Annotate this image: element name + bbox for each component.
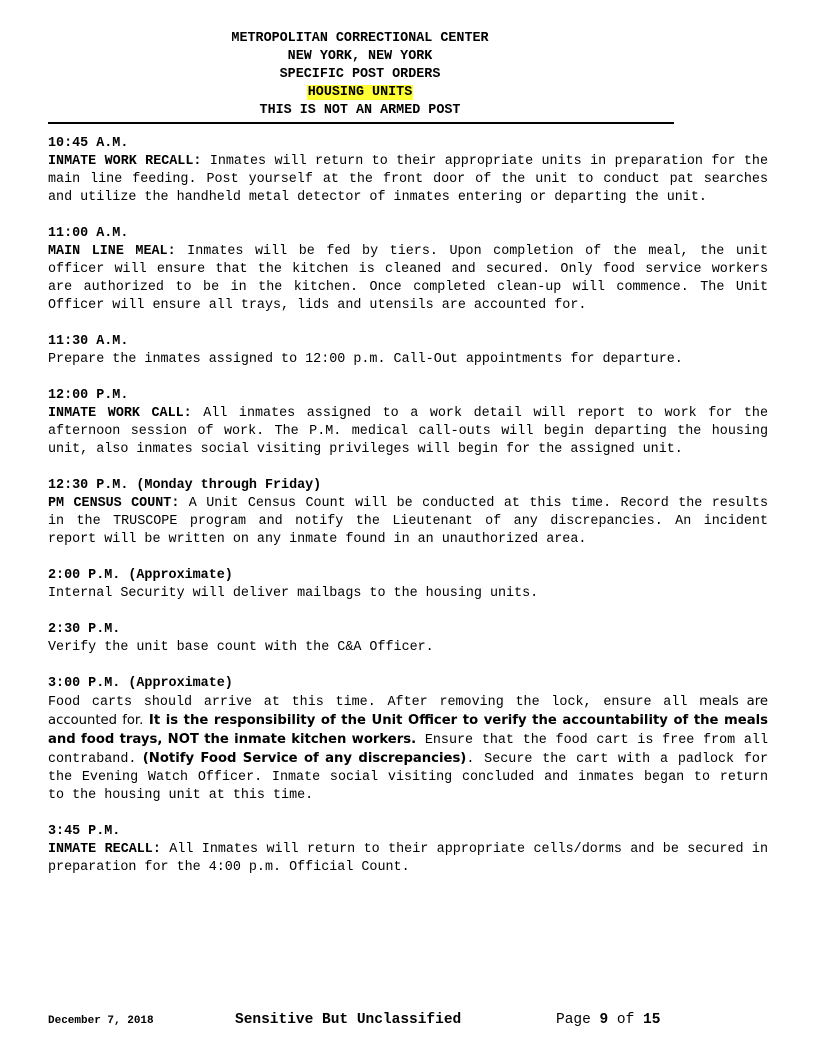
header-post-highlight: HOUSING UNITS — [307, 85, 413, 100]
entry-body: Verify the unit base count with the C&A Officer. — [48, 640, 434, 655]
schedule-entry-1230pm — [48, 477, 768, 549]
page-footer — [48, 1012, 688, 1032]
schedule-entry-1100am — [48, 225, 768, 315]
entry-body: All inmates assigned to a work detail will report to work for the afternoon session of work. The P.M. medical call-outs will begin departing the housing unit, also inmates social visiting privileges will begin for the assigned unit. — [48, 406, 769, 457]
post-orders-body — [48, 135, 768, 895]
entry-time: 12:30 P.M. (Monday through Friday) — [48, 478, 322, 493]
entry-body-part3: Ensure that the food cart is free from all contraband. — [48, 733, 768, 767]
schedule-entry-200pm — [48, 567, 768, 603]
entry-body: Inmates will return to their appropriate units in preparation for the main line feeding. Post yourself at the front door of the unit to conduct pat searches and utilize the handheld metal detector of inmates entering or departing the unit. — [48, 154, 768, 205]
entry-time: 10:45 A.M. — [48, 136, 129, 151]
entry-text — [48, 243, 768, 315]
entry-text — [48, 693, 768, 805]
entry-body: Prepare the inmates assigned to 12:00 p.m. Call-Out appointments for departure. — [48, 352, 683, 367]
page-prefix: Page — [556, 1012, 600, 1028]
header-divider — [48, 122, 674, 124]
entry-time: 2:30 P.M. — [48, 622, 121, 637]
schedule-entry-1200pm — [48, 387, 768, 459]
schedule-entry-300pm — [48, 675, 768, 805]
header-post-name — [48, 84, 672, 102]
entry-body: All Inmates will return to their appropriate cells/dorms and be secured in preparation for the 4:00 p.m. Official Count. — [48, 842, 768, 875]
footer-classification: Sensitive But Unclassified — [235, 1012, 462, 1028]
entry-text — [48, 841, 768, 877]
entry-body: A Unit Census Count will be conducted at this time. Record the results in the TRUSCOPE program and notify the Lieutenant of any discrepancies. An incident report will be written on any inmate found in an unauthorized area. — [48, 496, 768, 547]
entry-body-part4: . Secure the cart with a padlock for the Evening Watch Officer. Inmate social visiting concluded and inmates began to return to the housing unit at this time. — [48, 752, 768, 803]
entry-time: 12:00 P.M. — [48, 388, 129, 403]
entry-text — [48, 153, 768, 207]
entry-text — [48, 405, 768, 459]
entry-label: INMATE WORK RECALL: — [48, 154, 202, 169]
entry-emphasis-1: It is the responsibility of the Unit Officer to verify the accountability of the meals and food trays, NOT the inmate kitchen workers. — [48, 713, 769, 747]
entry-time: 11:00 A.M. — [48, 226, 129, 241]
entry-label: INMATE WORK CALL: — [48, 406, 192, 421]
document-header — [48, 30, 672, 120]
entry-body: Internal Security will deliver mailbags to the housing units. — [48, 586, 539, 601]
schedule-entry-345pm — [48, 823, 768, 877]
entry-label: INMATE RECALL: — [48, 842, 161, 857]
entry-body-part2: meals are accounted for. — [48, 694, 768, 728]
header-doc-type: SPECIFIC POST ORDERS — [279, 67, 441, 82]
entry-time: 3:00 P.M. (Approximate) — [48, 676, 233, 691]
header-location: NEW YORK, NEW YORK — [287, 49, 433, 64]
entry-emphasis-2: (Notify Food Service of any discrepancies) — [136, 751, 467, 766]
entry-time: 3:45 P.M. — [48, 824, 121, 839]
entry-body: Inmates will be fed by tiers. Upon completion of the meal, the unit officer will ensure that the kitchen is cleaned and secured. Only food service workers are authorized to be in the kitchen. Once completed clean-up will commence. The Unit Officer will ensure all trays, lids and utensils are accounted for. — [48, 244, 768, 313]
page-total: 15 — [643, 1012, 661, 1028]
schedule-entry-230pm — [48, 621, 768, 657]
page-current: 9 — [599, 1012, 609, 1028]
footer-date: December 7, 2018 — [48, 1015, 154, 1027]
entry-time: 11:30 A.M. — [48, 334, 129, 349]
schedule-entry-1130am — [48, 333, 768, 369]
footer-page-number — [556, 1012, 660, 1028]
schedule-entry-1045am — [48, 135, 768, 207]
entry-body-part1: Food carts should arrive at this time. After removing the lock, ensure all — [48, 695, 700, 710]
entry-time: 2:00 P.M. (Approximate) — [48, 568, 233, 583]
header-armed-status: THIS IS NOT AN ARMED POST — [259, 103, 461, 118]
page-of: of — [608, 1012, 644, 1028]
entry-label: MAIN LINE MEAL: — [48, 244, 176, 259]
entry-text — [48, 495, 768, 549]
entry-label: PM CENSUS COUNT: — [48, 496, 180, 511]
header-facility: METROPOLITAN CORRECTIONAL CENTER — [231, 31, 489, 46]
